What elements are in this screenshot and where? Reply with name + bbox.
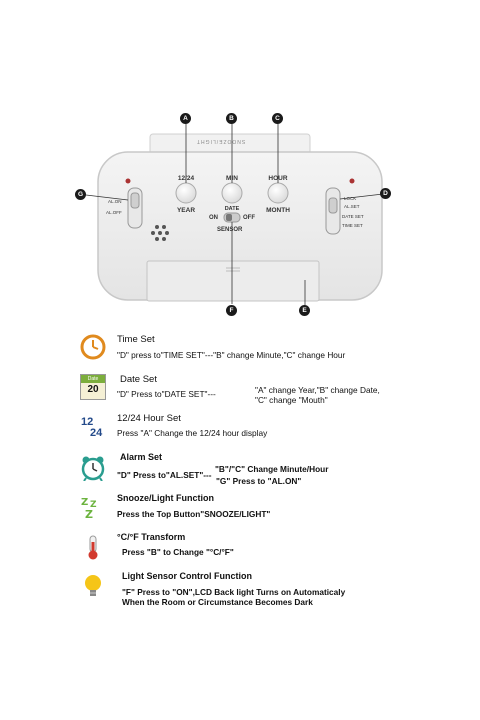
calendar-number: 20 [87,384,99,395]
thermometer-icon [80,534,106,560]
clock-illustration [0,0,480,330]
button-a-sub: YEAR [176,207,196,214]
calendar-icon [80,374,106,400]
callout-b: B [226,113,237,124]
alarm-set-title: Alarm Set [120,452,163,462]
left-red-dot [126,179,131,184]
calendar-top: Date [81,375,105,383]
icon-24: 24 [90,427,103,439]
date-set-line-1: "D" Press to"DATE SET"--- [117,389,216,399]
svg-text:Z: Z [85,508,93,520]
callout-e: E [299,305,310,316]
switch-off-label: OFF [243,215,255,221]
sensor-label: SENSOR [217,227,243,233]
dateset-label: DATE SET [342,214,364,219]
alarm-set-line-1: "D" Press to"AL.SET"--- [117,470,212,480]
svg-text:Z: Z [90,500,97,510]
timeset-label: TIME SET [342,223,363,228]
callout-c: C [272,113,283,124]
button-b [222,183,242,203]
button-a-label: 12/24 [177,175,195,182]
battery-cover [147,261,319,301]
callout-g: G [75,189,86,200]
alarm-clock-icon [80,455,106,481]
callout-a: A [180,113,191,124]
light-bulb-icon [80,573,106,599]
clock-top-lip [150,134,310,154]
snooze-title: Snooze/Light Function [117,493,214,503]
snooze-line-1: Press the Top Button"SNOOZE/LIGHT" [117,509,271,519]
1224-icon [80,416,106,442]
callout-d: D [380,188,391,199]
alarm-set-line-3: "G" Press to "AL.ON" [216,476,302,486]
button-c [268,183,288,203]
switch-on-label: ON [209,215,218,221]
date-set-line-2: "A" change Year,"B" change Date, [255,385,380,395]
celsius-title: °C/°F Transform [117,532,186,542]
clock-icon [80,334,106,360]
right-red-dot [350,179,355,184]
button-b-sub: DATE [224,206,240,212]
top-text: SNOOZE/LIGHT [196,138,246,144]
al-on-label: AL.ON [108,199,122,204]
alset-label: AL.SET [344,204,360,209]
button-c-sub: MONTH [266,207,290,214]
1224-line-1: Press "A" Change the 12/24 hour display [117,428,268,438]
button-c-label: HOUR [268,175,288,182]
snooze-icon [80,494,106,520]
icon-12: 12 [81,416,94,428]
callout-f: F [226,305,237,316]
al-off-label: AL.OFF [106,210,122,215]
time-set-line-1: "D" press to"TIME SET"---"B" change Minute,"C" change Hour [117,350,346,360]
svg-text:Z: Z [81,497,89,508]
alarm-set-line-2: "B"/"C" Change Minute/Hour [215,464,329,474]
sensor-title: Light Sensor Control Function [122,571,252,581]
sensor-line-2: When the Room or Circumstance Becomes Dark [122,597,313,607]
button-b-label: MIN [226,175,238,182]
date-set-title: Date Set [120,374,157,385]
celsius-line-1: Press "B" to Change "°C/°F" [122,547,234,557]
1224-title: 12/24 Hour Set [117,413,181,424]
lock-label: LOCK [344,196,357,201]
date-set-line-3: "C" change "Mouth" [255,395,328,405]
sensor-line-1: "F" Press to "ON",LCD Back light Turns on Automaticaly [122,587,346,597]
time-set-title: Time Set [117,334,155,345]
button-a [176,183,196,203]
